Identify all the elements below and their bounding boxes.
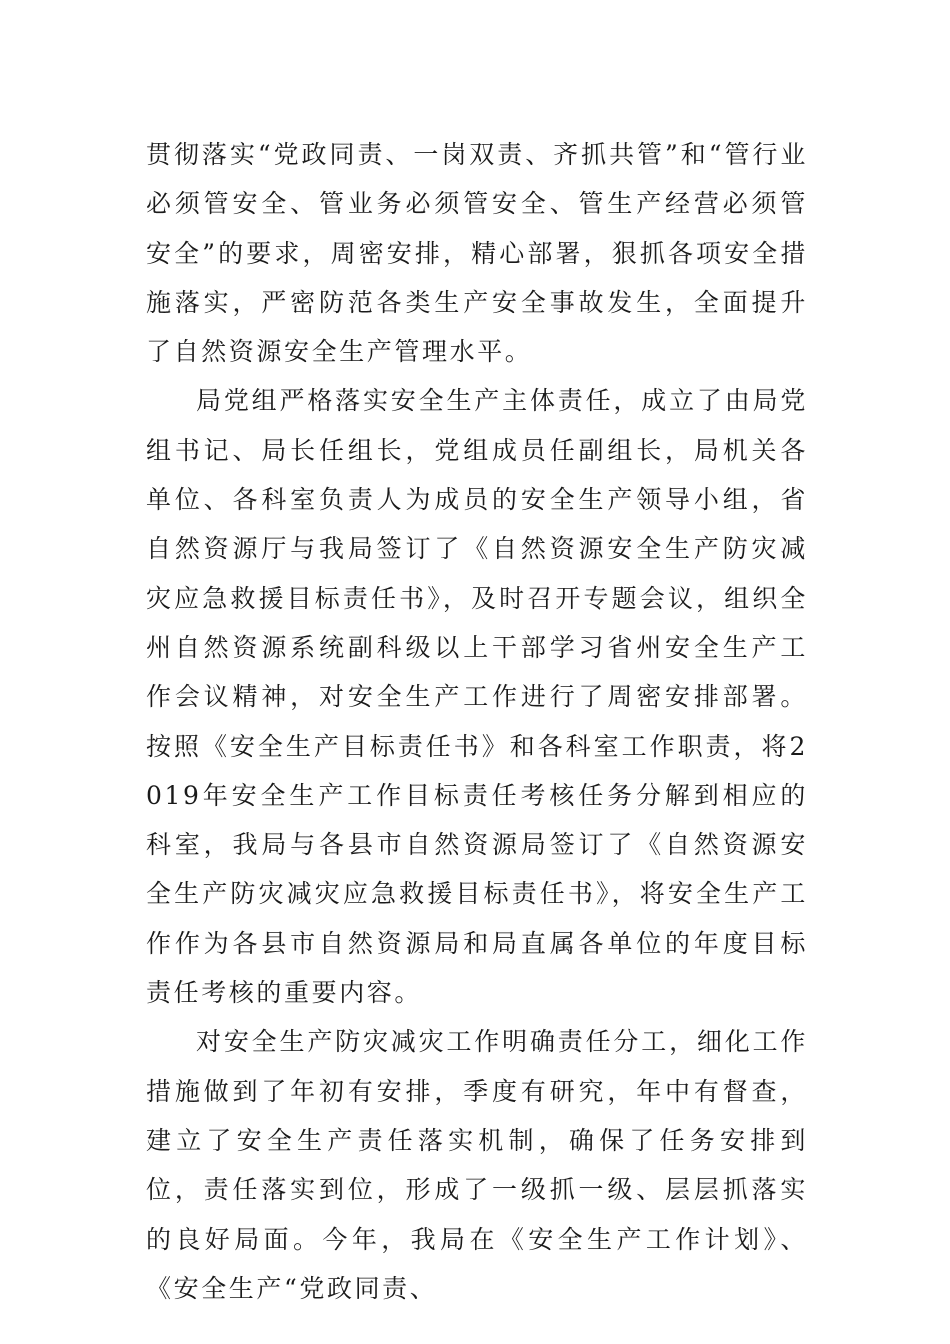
document-body [146, 130, 808, 1313]
paragraph-continued: 贯彻落实“党政同责、一岗双责、齐抓共管”和“管行业必须管安全、管业务必须管安全、管生产经营必须管安全”的要求，周密安排，精心部署，狠抓各项安全措施落实，严密防范各类生产安全事故发生，全面提升了自然资源安全生产管理水平。 [146, 140, 808, 367]
paragraph-leadership-group: 局党组严格落实安全生产主体责任，成立了由局党组书记、局长任组长，党组成员任副组长，局机关各单位、各科室负责人为成员的安全生产领导小组，省自然资源厅与我局签订了《自然资源安全生产防灾减灾应急救援目标责任书》，及时召开专题会议，组织全州自然资源系统副科级以上干部学习省州安全生产工作会议精神，对安全生产工作进行了周密安排部署。按照《安全生产目标责任书》和各科室工作职责，将2019年安全生产工作目标责任考核任务分解到相应的科室，我局与各县市自然资源局签订了《自然资源安全生产防灾减灾应急救援目标责任书》，将安全生产工作作为各县市自然资源局和局直属各单位的年度目标责任考核的重要内容。 [146, 386, 808, 1008]
paragraph-responsibility-division: 对安全生产防灾减灾工作明确责任分工，细化工作措施做到了年初有安排，季度有研究，年中有督查，建立了安全生产责任落实机制，确保了任务安排到位，责任落实到位，形成了一级抓一级、层层抓落实的良好局面。今年，我局在《安全生产工作计划》、《安全生产“党政同责、 [146, 1027, 808, 1303]
